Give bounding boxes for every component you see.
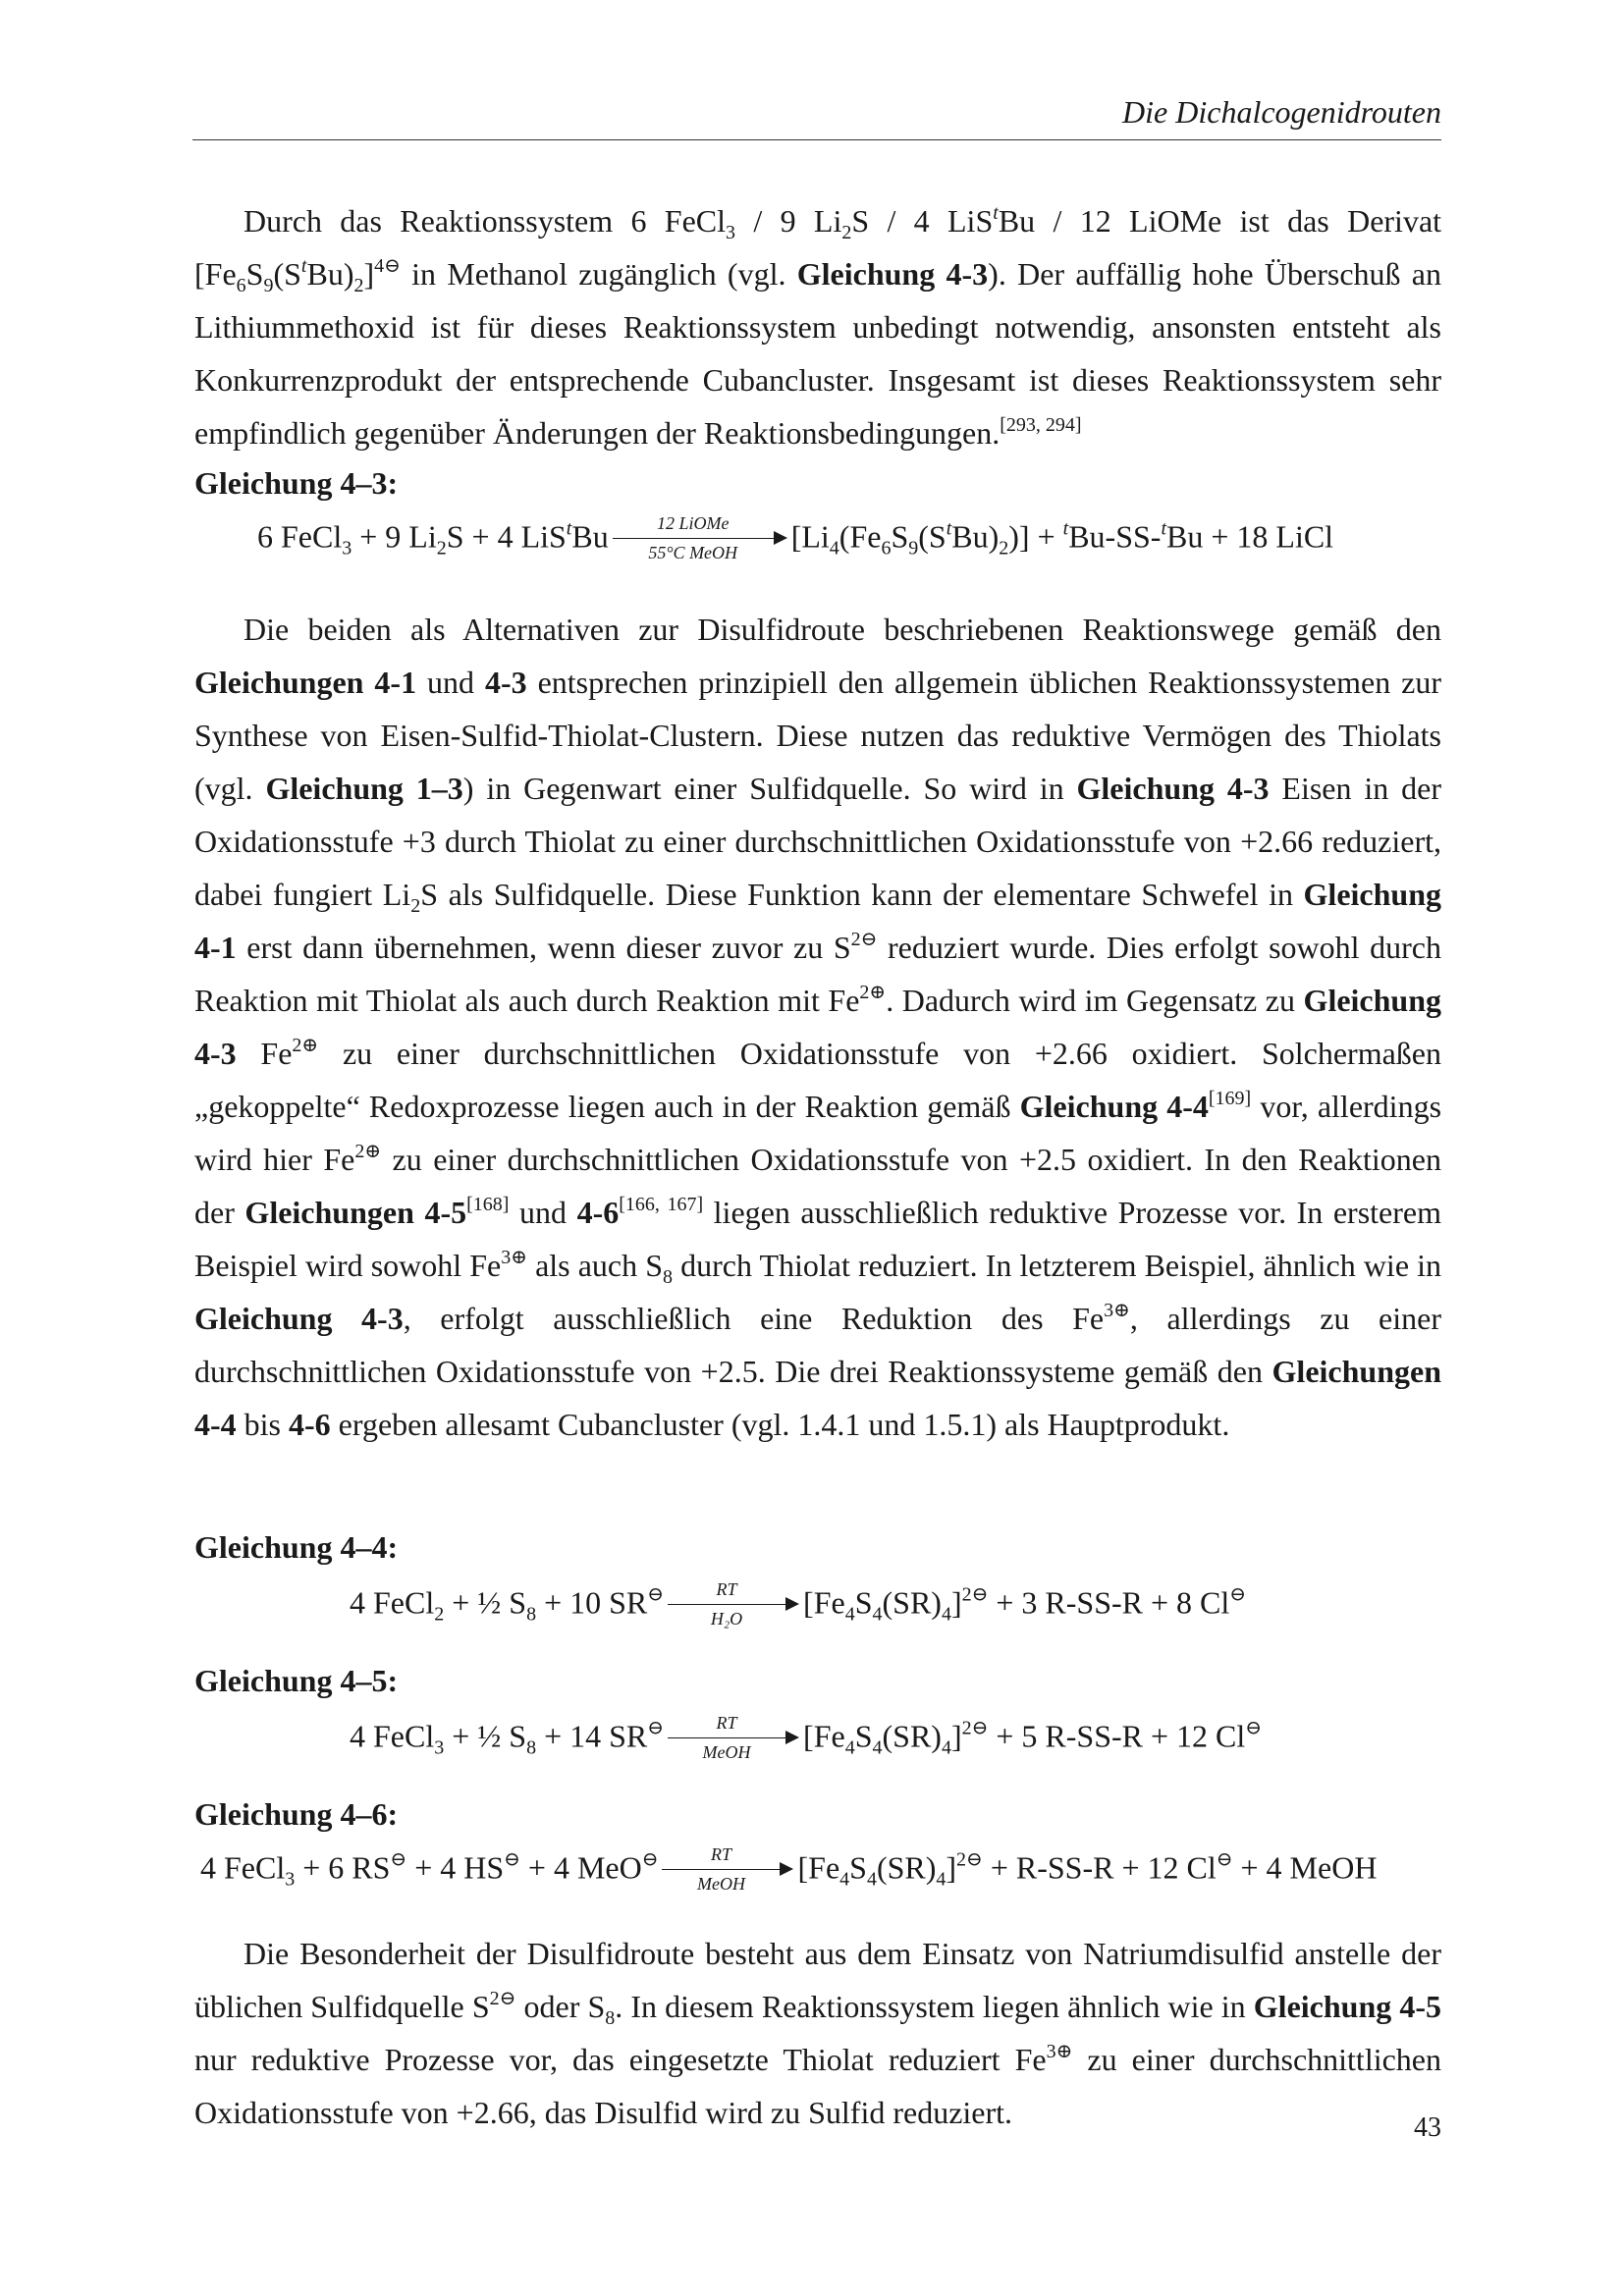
equation-4-5: 4 FeCl$_3$ + ½ $S_8 + 14$ SR⊖ RT MeOH $[Fe_4S_4(SR)_4]^{2⊖} + 5$ R-SS-R + 12 Cl⊖	[350, 1710, 1262, 1769]
paragraph-2: Die beiden als Alternativen zur Disulfidroute beschriebenen Reaktionswege gemäß den Gleichungen 4-1 und 4-3 entsprechen prinzipiell den allgemein üblichen Reaktionssystemen zur Synthese von Eisen-Sulfid-Thiolat-Clustern. Diese nutzen das reduktive Vermögen des Thiolats (vgl. Gleichung 1–3) in Gegenwart einer Sulfidquelle. So wird in Gleichung 4-3 Eisen in der Oxidationsstufe +3 durch Thiolat zu einer durchschnittlichen Oxidationsstufe von +2.66 reduziert, dabei fungiert $Li_2S$ als Sulfidquelle. Diese Funktion kann der elementare Schwefel in Gleichung 4-1 erst dann übernehmen, wenn dieser zuvor zu $S^{2⊖}$ reduziert wurde. Dies erfolgt sowohl durch Reaktion mit Thiolat als auch durch Reaktion mit $Fe^{2\oplus}$. Dadurch wird im Gegensatz zu Gleichung 4-3 $Fe^{2\oplus}$ zu einer durchschnittlichen Oxidationsstufe von +2.66 oxidiert. Solchermaßen „gekoppelte“ Redoxprozesse liegen auch in der Reaktion gemäß Gleichung 4-4[169] vor, allerdings wird hier $Fe^{2\oplus}$ zu einer durchschnittlichen Oxidationsstufe von +2.5 oxidiert. In den Reaktionen der Gleichungen 4-5[168] und 4-6[166, 167] liegen ausschließlich reduktive Prozesse vor. In ersterem Beispiel wird sowohl $Fe^{3\oplus}$ als auch $S_8$ durch Thiolat reduziert. In letzterem Beispiel, ähnlich wie in Gleichung 4-3, erfolgt ausschließlich eine Reduktion des $Fe^{3\oplus}$, allerdings zu einer durchschnittlichen Oxidationsstufe von +2.5. Die drei Reaktionssysteme gemäß den Gleichungen 4-4 bis 4-6 ergeben allesamt Cubancluster (vgl. 1.4.1 und 1.5.1) als Hauptprodukt.	[194, 612, 1442, 1442]
equation-4-6-heading: Gleichung 4–6:	[194, 1796, 399, 1832]
citation: [293, 294]	[1000, 414, 1082, 436]
equation-4-4: 4 FeCl$_2$ + ½ $S_8 + 10$ SR⊖ $\frac{RT}{\text{H₂O}}$ $[Fe_4S_4(SR)_4]^{2⊖} + 3$ R-SS-R + 8 Cl⊖	[350, 1576, 1246, 1635]
paragraph-3: Die Besonderheit der Disulfidroute besteht aus dem Einsatz von Natriumdisulfid anstelle der üblichen Sulfidquelle $S^{2⊖}$ oder $S_8$. In diesem Reaktionssystem liegen ähnlich wie in Gleichung 4-5 nur reduktive Prozesse vor, das eingesetzte Thiolat reduziert $Fe^{3\oplus}$ zu einer durchschnittlichen Oxidationsstufe von +2.66, das Disulfid wird zu Sulfid reduziert.	[194, 1936, 1442, 2130]
running-header	[192, 90, 1441, 140]
paragraph-1: Durch das Reaktionssystem 6 FeCl$_3$ / 9 $Li_2S / 4$ LiS$^t$Bu / 12 LiOMe ist das Derivat $[Fe_6S_9(S^tBu)_2]^{4⊖}$ in Methanol zugänglich (vgl. Gleichung 4-3). Der auffällig hohe Überschuß an Lithiummethoxid ist für dieses Reaktionssystem unbedingt notwendig, ansonsten entsteht als Konkurrenzprodukt der entsprechende Cubancluster. Insgesamt ist dieses Reaktionssystem sehr empfindlich gegenüber Änderungen der Reaktionsbedingungen.[293, 294]	[194, 202, 1442, 451]
reaction-arrow: $\frac{RT}{\text{H₂O}}$	[668, 1576, 799, 1635]
equation-4-5-heading: Gleichung 4–5:	[194, 1663, 399, 1698]
equation-4-3: 6 FeCl$_3$ + 9 $Li_2S + 4$ LiS$^t$Bu 12 LiOMe 55°C MeOH $[Li_4(Fe_6S_9(S^tBu)_2)] + ^tBu-SS-^tBu + 18$ LiCl	[257, 510, 1333, 569]
equation-4-3-heading: Gleichung 4–3:	[194, 465, 399, 501]
equation-4-4-heading: Gleichung 4–4:	[194, 1529, 399, 1565]
reaction-arrow: RT MeOH	[668, 1710, 799, 1769]
equation-4-6: 4 FeCl$_3$ + 6 RS⊖ + 4 HS⊖ + 4 MeO⊖ RT MeOH $[Fe_4S_4(SR)_4]^{2⊖} + R-SS-R + 12$ Cl⊖ + 4 MeOH	[200, 1842, 1377, 1900]
header-title: Die Dichalcogenidrouten	[1122, 94, 1441, 130]
page-number: 43	[1414, 2112, 1441, 2143]
reaction-arrow: 12 LiOMe 55°C MeOH	[613, 510, 787, 569]
reaction-arrow: RT MeOH	[662, 1842, 793, 1900]
